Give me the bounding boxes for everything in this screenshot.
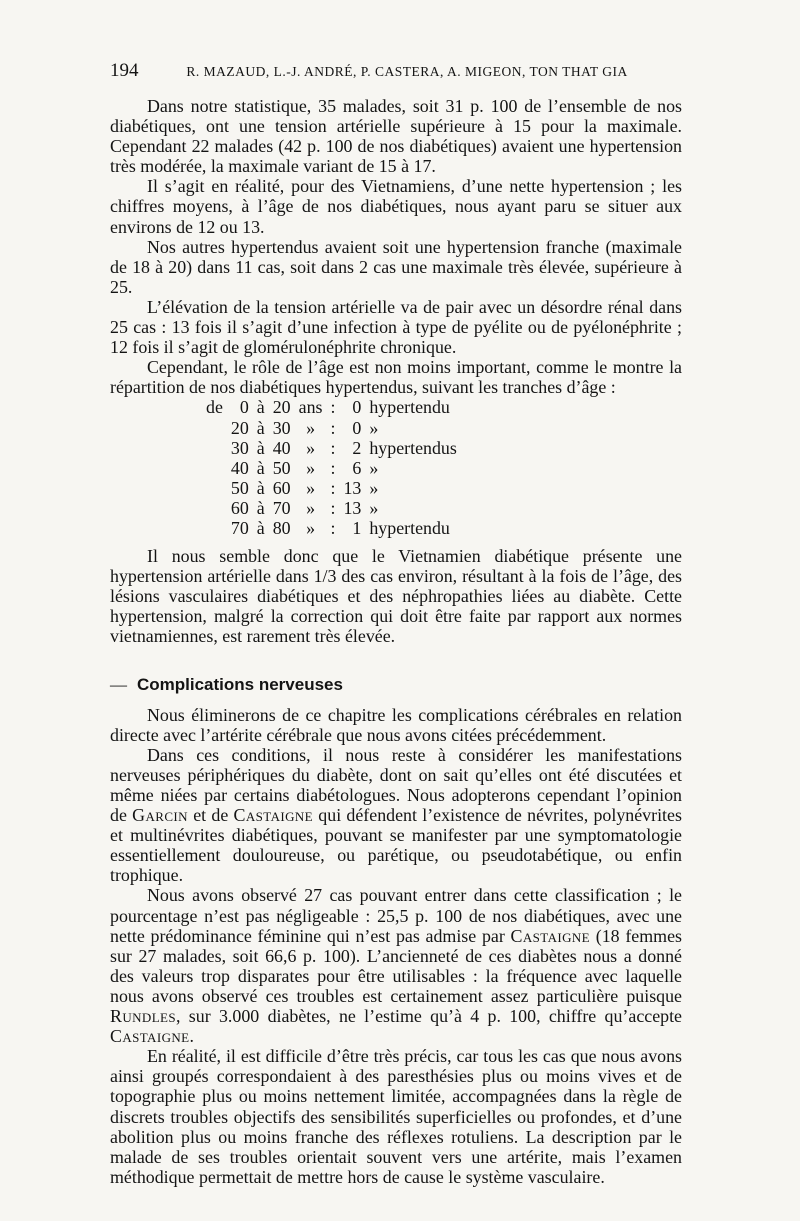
patient-count: 13 <box>343 477 362 498</box>
patient-count: 13 <box>343 497 362 518</box>
count-label: hypertendus <box>369 437 457 458</box>
age-from: 0 <box>239 397 249 418</box>
age-unit: » <box>306 497 316 518</box>
age-from: 60 <box>230 497 249 518</box>
patient-count: 6 <box>352 457 362 478</box>
age-to: 70 <box>272 497 291 518</box>
age-unit: » <box>306 417 316 438</box>
patient-count: 0 <box>352 417 362 438</box>
age-from: 30 <box>230 437 249 458</box>
age-from: 20 <box>230 417 249 438</box>
count-label: hypertendu <box>369 517 450 538</box>
paragraph: Dans notre statistique, 35 malades, soit 31 p. 100 de l’ensemble de nos diabétiques, ont une tension artérielle supérieure à 15 pour la maximale. Cependant 22 malades (42 p. 100 de nos diabétiques) avaient une hypertension très modérée, la maximale variant de 15 à 17. <box>110 96 682 177</box>
author-name: Castaigne <box>233 805 314 826</box>
count-label: » <box>369 457 379 478</box>
age-prefix <box>202 438 227 458</box>
age-to: 60 <box>272 477 291 498</box>
age-colon: : <box>330 457 336 478</box>
paragraph: Nous éliminerons de ce chapitre les complications cérébrales en relation directe avec l’artérite cérébrale que nous avons citées précédemment. <box>110 704 682 745</box>
age-a: à <box>256 497 265 518</box>
age-row <box>202 397 461 417</box>
paragraph <box>110 745 682 886</box>
text-run: Dans ces conditions, il nous reste à considérer les manifestations nerveuses périphériques du diabète, dont on sait qu’elles ont été discutées et même niées par certains diabétologues. Nous adopterons cependant l’opinion de <box>110 744 682 826</box>
count-label: » <box>369 497 379 518</box>
age-row <box>202 418 461 438</box>
age-unit: » <box>306 437 316 458</box>
author-name: Rundles <box>110 1006 177 1027</box>
age-distribution-table <box>202 397 461 538</box>
age-a: à <box>256 517 265 538</box>
age-row <box>202 458 461 478</box>
age-row <box>202 518 461 538</box>
text-run: et de <box>193 805 229 826</box>
section-dash: — <box>110 674 127 694</box>
age-colon: : <box>330 517 336 538</box>
paragraph: Nos autres hypertendus avaient soit une hypertension franche (maximale de 18 à 20) dans 11 cas, soit dans 2 cas une maximale très élevée, supérieure à 25. <box>110 236 682 297</box>
age-a: à <box>256 477 265 498</box>
count-label: hypertendu <box>369 397 450 418</box>
age-prefix: de <box>206 397 223 418</box>
age-a: à <box>256 457 265 478</box>
age-to: 80 <box>272 517 291 538</box>
age-prefix <box>202 458 227 478</box>
age-unit: ans <box>298 397 323 418</box>
age-prefix <box>202 478 227 498</box>
patient-count: 1 <box>352 517 362 538</box>
paragraph: En réalité, il est difficile d’être très précis, car tous les cas que nous avons ainsi groupés correspondaient à des paresthésies plus ou moins vives et de topographie plus ou moins nettement limitée, accompagnées dans la règle de discrets troubles objectifs des sensibilités superficielles ou profondes, et d’une abolition plus ou moins franche des réflexes rotuliens. La description par le malade de ses troubles orientait souvent vers une artérite, mais l’examen méthodique permettait de mettre hors de cause le système vasculaire. <box>110 1046 682 1187</box>
age-a: à <box>256 417 265 438</box>
text-run: (18 femmes sur 27 malades, soit 66,6 p. 100). L’ancienneté de ces diabètes nous a donné des valeurs trop disparates pour être utilisables : la fréquence avec laquelle nous avons observé ces troubles est certainement assez particulière puisque <box>110 925 682 1006</box>
age-colon: : <box>330 497 336 518</box>
author-name: Garcin <box>132 805 188 826</box>
paragraph: L’élévation de la tension artérielle va de pair avec un désordre rénal dans 25 cas : 13 fois il s’agit d’une infection à type de pyélite ou de pyélonéphrite ; 12 fois il s’agit de glomérulonéphrite chronique. <box>110 296 682 358</box>
author-name: Castaigne <box>510 925 591 946</box>
age-row <box>202 498 461 518</box>
age-colon: : <box>330 397 336 418</box>
paragraph <box>110 885 682 1046</box>
running-header <box>110 60 680 82</box>
text-run: qui défendent l’existence de névrites, polynévrites et multinévrites diabétiques, pouvant se manifester par une symptomatologie essentiellement douloureuse, ou parétique, ou pseudotabétique, ou enfin trophique. <box>110 805 682 886</box>
paragraph: Cependant, le rôle de l’âge est non moins important, comme le montre la répartition de nos diabétiques hypertendus, suivant les tranches d’âge : <box>110 357 682 398</box>
age-from: 40 <box>230 457 249 478</box>
age-to: 20 <box>272 397 291 418</box>
body-text <box>110 96 682 1187</box>
patient-count: 2 <box>352 437 362 458</box>
text-run: Nous avons observé 27 cas pouvant entrer dans cette classification ; le pourcentage n’est pas négligeable : 25,5 p. 100 de nos diabétiques, avec une nette prédominance féminine qui n’est pas admise par <box>110 885 682 946</box>
age-unit: » <box>306 517 316 538</box>
age-to: 30 <box>272 417 291 438</box>
age-unit: » <box>306 457 316 478</box>
age-row <box>202 438 461 458</box>
patient-count: 0 <box>352 397 362 418</box>
age-prefix <box>202 418 227 438</box>
count-label: » <box>369 417 379 438</box>
paragraph: Il s’agit en réalité, pour des Vietnamiens, d’une nette hypertension ; les chiffres moyens, à l’âge de nos diabétiques, nous ayant paru se situer aux environs de 12 ou 13. <box>110 176 682 237</box>
running-header-authors: R. MAZAUD, L.-J. ANDRÉ, P. CASTERA, A. MIGEON, TON THAT GIA <box>186 64 628 79</box>
age-prefix <box>202 498 227 518</box>
text-run: , sur 3.000 diabètes, ne l’estime qu’à 4 p. 100, chiffre qu’accepte <box>176 1006 682 1027</box>
age-to: 40 <box>272 437 291 458</box>
paragraph: Il nous semble donc que le Vietnamien diabétique présente une hypertension artérielle dans 1/3 des cas environ, résultant à la fois de l’âge, des lésions vasculaires diabétiques et des néphropathies liées au diabète. Cette hypertension, malgré la correction qui doit être faite par rapport aux normes vietnamiennes, est rarement très élevée. <box>110 546 682 647</box>
age-colon: : <box>330 417 336 438</box>
age-from: 50 <box>230 477 249 498</box>
age-prefix <box>202 518 227 538</box>
age-unit: » <box>306 477 316 498</box>
section-heading <box>110 675 682 695</box>
author-name: Castaigne <box>110 1026 190 1047</box>
section-title: Complications nerveuses <box>137 674 343 694</box>
age-row <box>202 478 461 498</box>
age-a: à <box>256 437 265 458</box>
age-from: 70 <box>230 517 249 538</box>
age-colon: : <box>330 437 336 458</box>
age-colon: : <box>330 477 336 498</box>
page-number: 194 <box>110 60 139 81</box>
text-run: . <box>189 1026 194 1047</box>
age-to: 50 <box>272 457 291 478</box>
count-label: » <box>369 477 379 498</box>
age-a: à <box>256 397 265 418</box>
